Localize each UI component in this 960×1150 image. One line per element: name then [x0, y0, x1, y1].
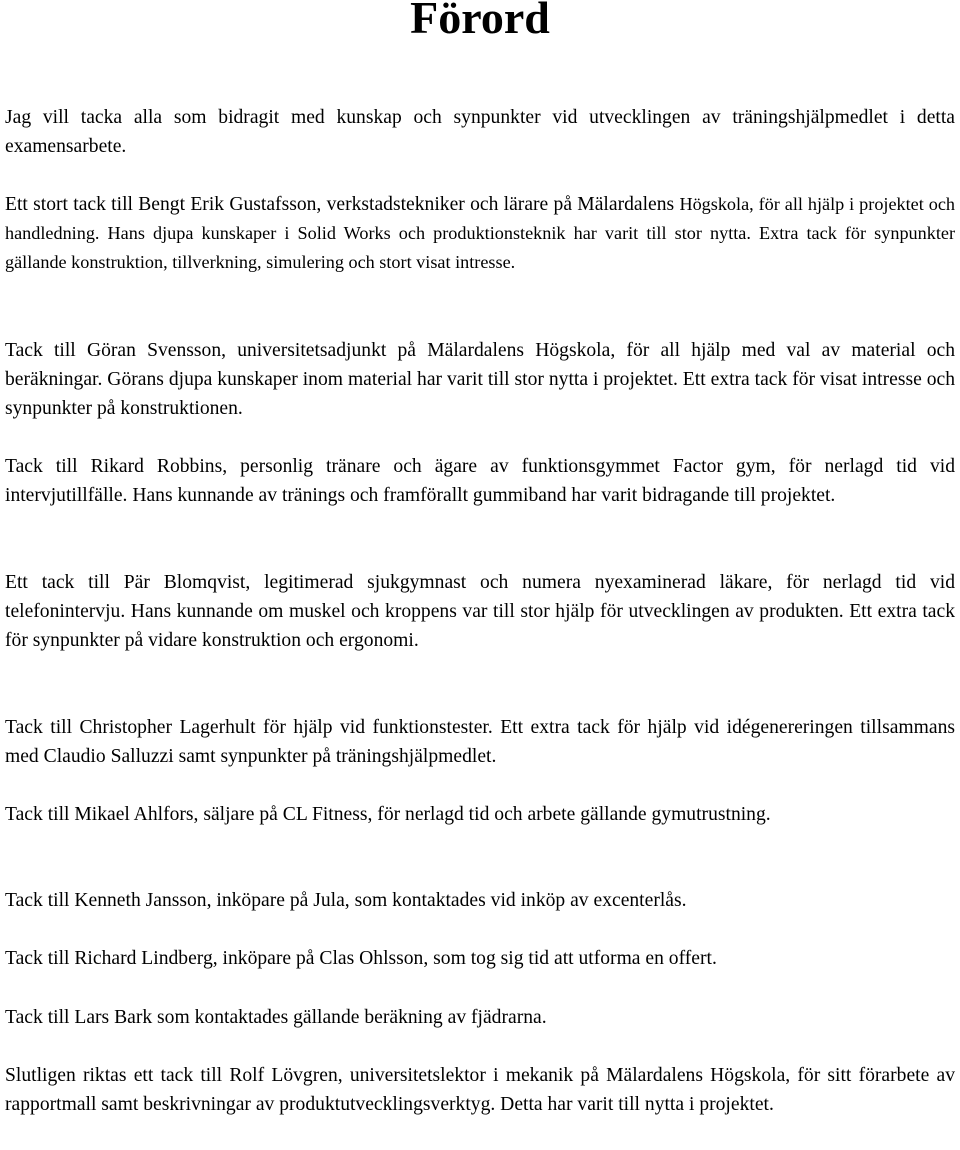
paragraph-bengt-part1: Ett stort tack till Bengt Erik Gustafsson, verkstadstekniker och lärare på Mälardalens	[5, 194, 680, 215]
paragraph-mikael: Tack till Mikael Ahlfors, säljare på CL Fitness, för nerlagd tid och arbete gällande gymutrustning.	[5, 804, 771, 825]
paragraph-richard: Tack till Richard Lindberg, inköpare på Clas Ohlsson, som tog sig tid att utforma en offert.	[5, 948, 717, 969]
paragraph-bengt-part2: Högskola, för all hjälp i projektet och handledning. Hans djupa kunskaper i Solid Works och produktionsteknik har varit till stor nytta. Extra tack för synpunkter gällande konstruktion, tillverkning, simulering och stort visat intresse.	[5, 194, 955, 273]
paragraph-christopher: Tack till Christopher Lagerhult för hjälp vid funktionstester. Ett extra tack för hjälp vid idégenereringen tillsammans med Claudio Salluzzi samt synpunkter på träningshjälpmedlet.	[5, 717, 955, 768]
page-title: Förord	[410, 0, 550, 43]
paragraph-thanks-all: Jag vill tacka alla som bidragit med kunskap och synpunkter vid utvecklingen av träningshjälpmedlet i detta examensarbete.	[5, 107, 955, 158]
paragraph-goran	[5, 336, 955, 424]
paragraph-lars: Tack till Lars Bark som kontaktades gällande beräkning av fjädrarna.	[5, 1007, 547, 1028]
paragraph-rikard: Tack till Rikard Robbins, personlig tränare och ägare av funktionsgymmet Factor gym, för nerlagd tid vid intervjutillfälle. Hans kunnande av tränings och framförallt gummiband har varit bidragande till projektet.	[5, 456, 955, 507]
paragraph-bengt	[5, 190, 955, 278]
paragraph-par: Ett tack till Pär Blomqvist, legitimerad sjukgymnast och numera nyexaminerad läkare, för nerlagd tid vid telefonintervju. Hans kunnande om muskel och kroppens var till stor hjälp för utvecklingen av produkten. Ett extra tack för synpunkter på vidare konstruktion och ergonomi.	[5, 572, 955, 652]
paragraph-kenneth: Tack till Kenneth Jansson, inköpare på Jula, som kontaktades vid inköp av excenterlås.	[5, 890, 687, 911]
paragraph-goran-part1: Tack till Göran Svensson, universitetsadjunkt på Mälardalens Högskola, för all hjälp med val av material och beräkningar. Görans djupa kunskaper inom material har varit till stor nytta i	[5, 340, 955, 391]
paragraph-rolf: Slutligen riktas ett tack till Rolf Lövgren, universitetslektor i mekanik på Mälardalens Högskola, för sitt förarbete av rapportmall samt beskrivningar av produktutvecklingsverktyg. Detta har varit till nytta i projektet.	[5, 1065, 955, 1116]
paragraph-goran-part2: projektet. Ett extra tack för visat intresse och synpunkter på konstruktionen.	[5, 369, 955, 420]
